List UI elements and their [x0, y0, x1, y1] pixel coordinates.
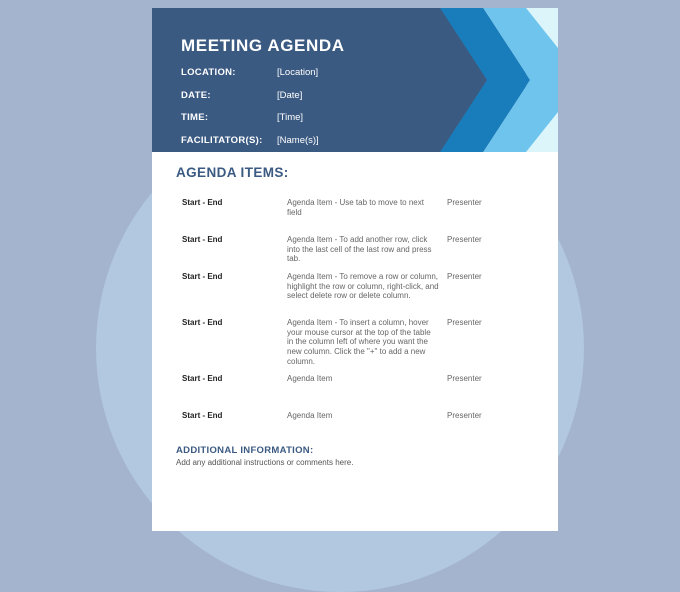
agenda-time[interactable]: Start - End [182, 198, 223, 207]
agenda-presenter[interactable]: Presenter [447, 272, 482, 281]
agenda-time[interactable]: Start - End [182, 374, 223, 383]
agenda-item-text[interactable]: Agenda Item - To insert a column, hover your mouse cursor at the top of the table in the column left of where you want the new column. Click the "+" to add a new column. [287, 318, 431, 366]
agenda-time[interactable]: Start - End [182, 318, 223, 327]
additional-info-text[interactable]: Add any additional instructions or comments here. [176, 458, 354, 467]
additional-info-title: ADDITIONAL INFORMATION: [176, 445, 314, 456]
agenda-presenter[interactable]: Presenter [447, 411, 482, 420]
agenda-item-text[interactable]: Agenda Item [287, 411, 333, 420]
facilitator-value[interactable]: [Name(s)] [277, 135, 319, 146]
time-label: TIME: [181, 112, 209, 123]
agenda-presenter[interactable]: Presenter [447, 318, 482, 327]
date-value[interactable]: [Date] [277, 90, 303, 101]
agenda-item-text[interactable]: Agenda Item - Use tab to move to next field [287, 198, 424, 217]
location-label: LOCATION: [181, 67, 236, 78]
location-value[interactable]: [Location] [277, 67, 319, 78]
agenda-item-text[interactable]: Agenda Item [287, 374, 333, 383]
agenda-item-text[interactable]: Agenda Item - To add another row, click into the last cell of the last row and press tab. [287, 235, 432, 264]
agenda-items-title: AGENDA ITEMS: [176, 165, 289, 180]
document-title: MEETING AGENDA [181, 36, 345, 55]
agenda-time[interactable]: Start - End [182, 411, 223, 420]
facilitator-label: FACILITATOR(S): [181, 135, 263, 146]
agenda-item-text[interactable]: Agenda Item - To remove a row or column, highlight the row or column, right-click, and select delete row or delete column. [287, 272, 439, 301]
chevron-decoration [152, 8, 558, 152]
agenda-presenter[interactable]: Presenter [447, 235, 482, 244]
agenda-document-page [152, 8, 558, 531]
agenda-time[interactable]: Start - End [182, 272, 223, 281]
time-value[interactable]: [Time] [277, 112, 304, 123]
document-header [152, 8, 558, 152]
date-label: DATE: [181, 90, 211, 101]
agenda-presenter[interactable]: Presenter [447, 374, 482, 383]
agenda-presenter[interactable]: Presenter [447, 198, 482, 207]
agenda-time[interactable]: Start - End [182, 235, 223, 244]
